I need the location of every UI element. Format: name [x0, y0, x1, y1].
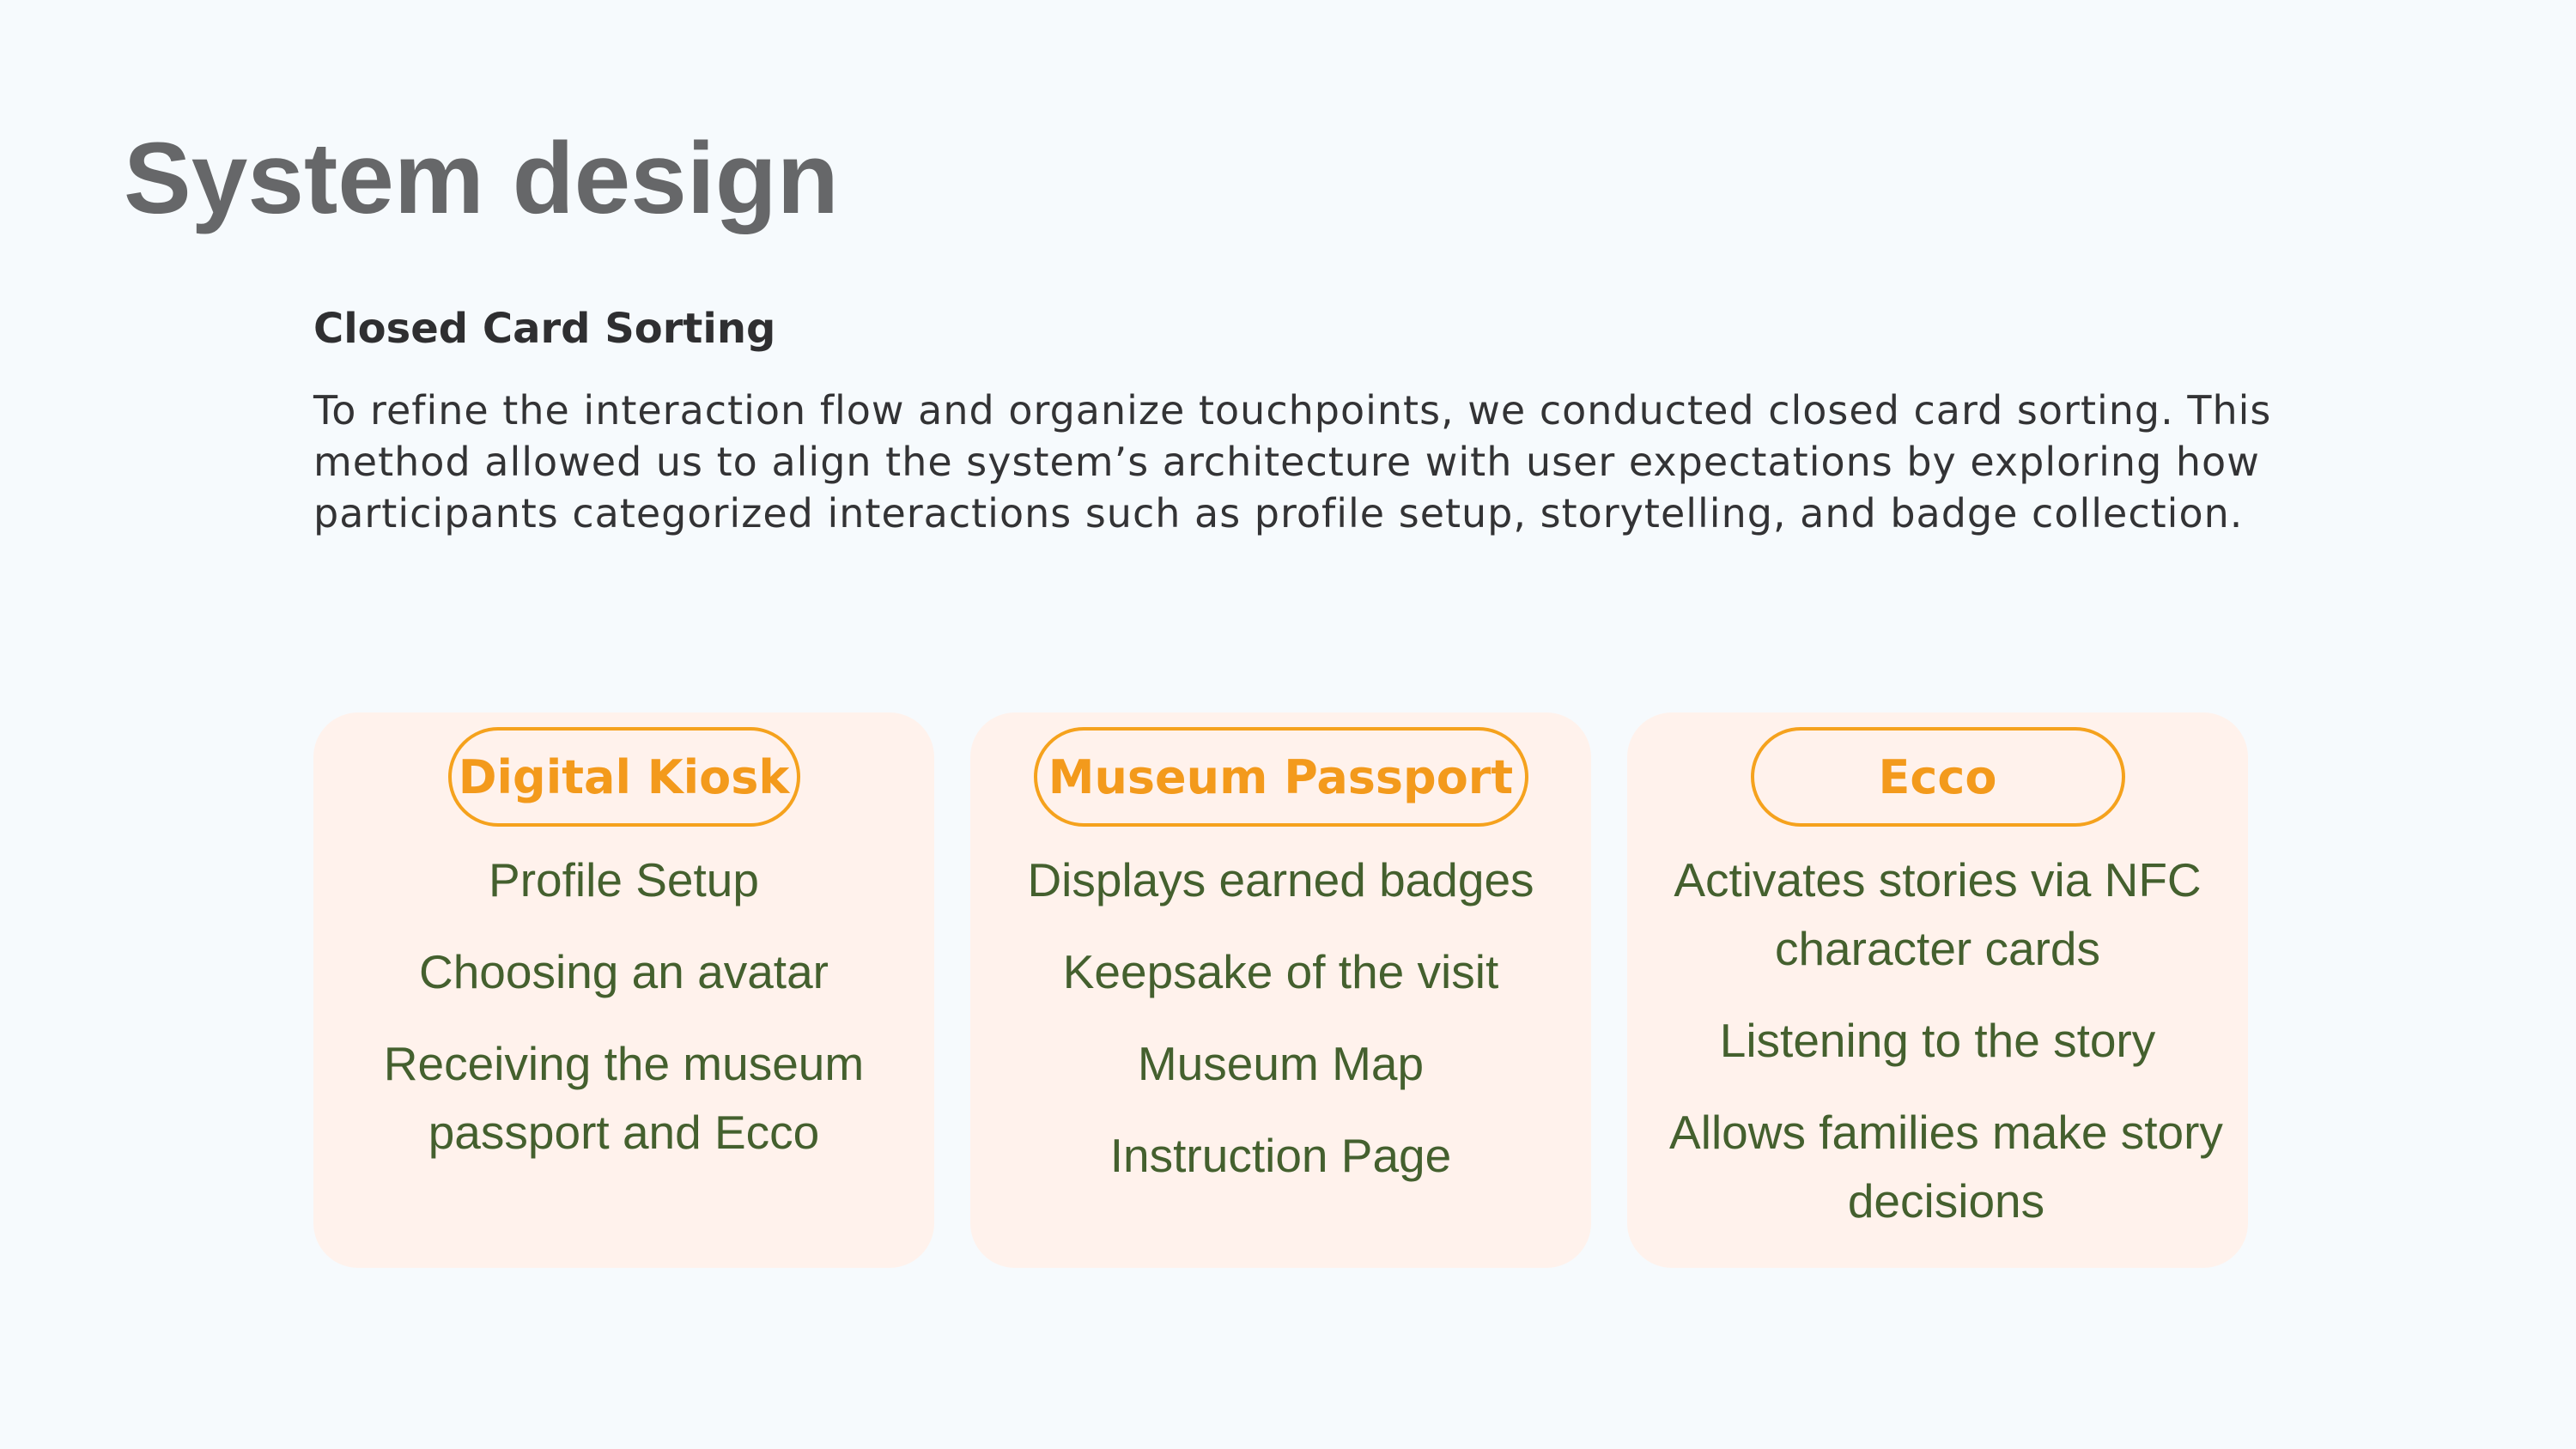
card-item: Profile Setup — [489, 853, 759, 906]
card-item: Museum Map — [1137, 1037, 1425, 1090]
card-category-label: Ecco — [1751, 727, 2125, 827]
card-item: Allows families make story decisions — [1669, 1106, 2223, 1228]
card-group — [313, 712, 2248, 1268]
card-museum-passport — [970, 712, 1591, 1268]
card-item-list — [1006, 846, 1556, 1213]
card-item-list — [349, 846, 899, 1190]
card-item: Instruction Page — [1109, 1129, 1452, 1182]
card-ecco — [1627, 712, 2248, 1268]
section-description: To refine the interaction flow and organize touchpoints, we conducted closed card sorting. This method allowed us to align the system’s architecture with user expectations by exploring how participants categorized interactions such as profile setup, storytelling, and badge collection. — [313, 387, 2272, 537]
card-digital-kiosk — [313, 712, 934, 1268]
card-item: Displays earned badges — [1027, 853, 1534, 906]
card-category-label: Museum Passport — [1034, 727, 1528, 827]
page-title: System design — [124, 122, 839, 235]
card-item: Listening to the story — [1719, 1014, 2156, 1067]
card-item-list — [1663, 846, 2223, 1258]
card-item: Choosing an avatar — [419, 945, 829, 998]
section-heading: Closed Card Sorting — [313, 305, 776, 353]
card-item: Keepsake of the visit — [1062, 945, 1499, 998]
card-item: Receiving the museum passport and Ecco — [383, 1037, 865, 1159]
card-category-label: Digital Kiosk — [448, 727, 800, 827]
card-item: Activates stories via NFC character cards — [1674, 853, 2202, 975]
